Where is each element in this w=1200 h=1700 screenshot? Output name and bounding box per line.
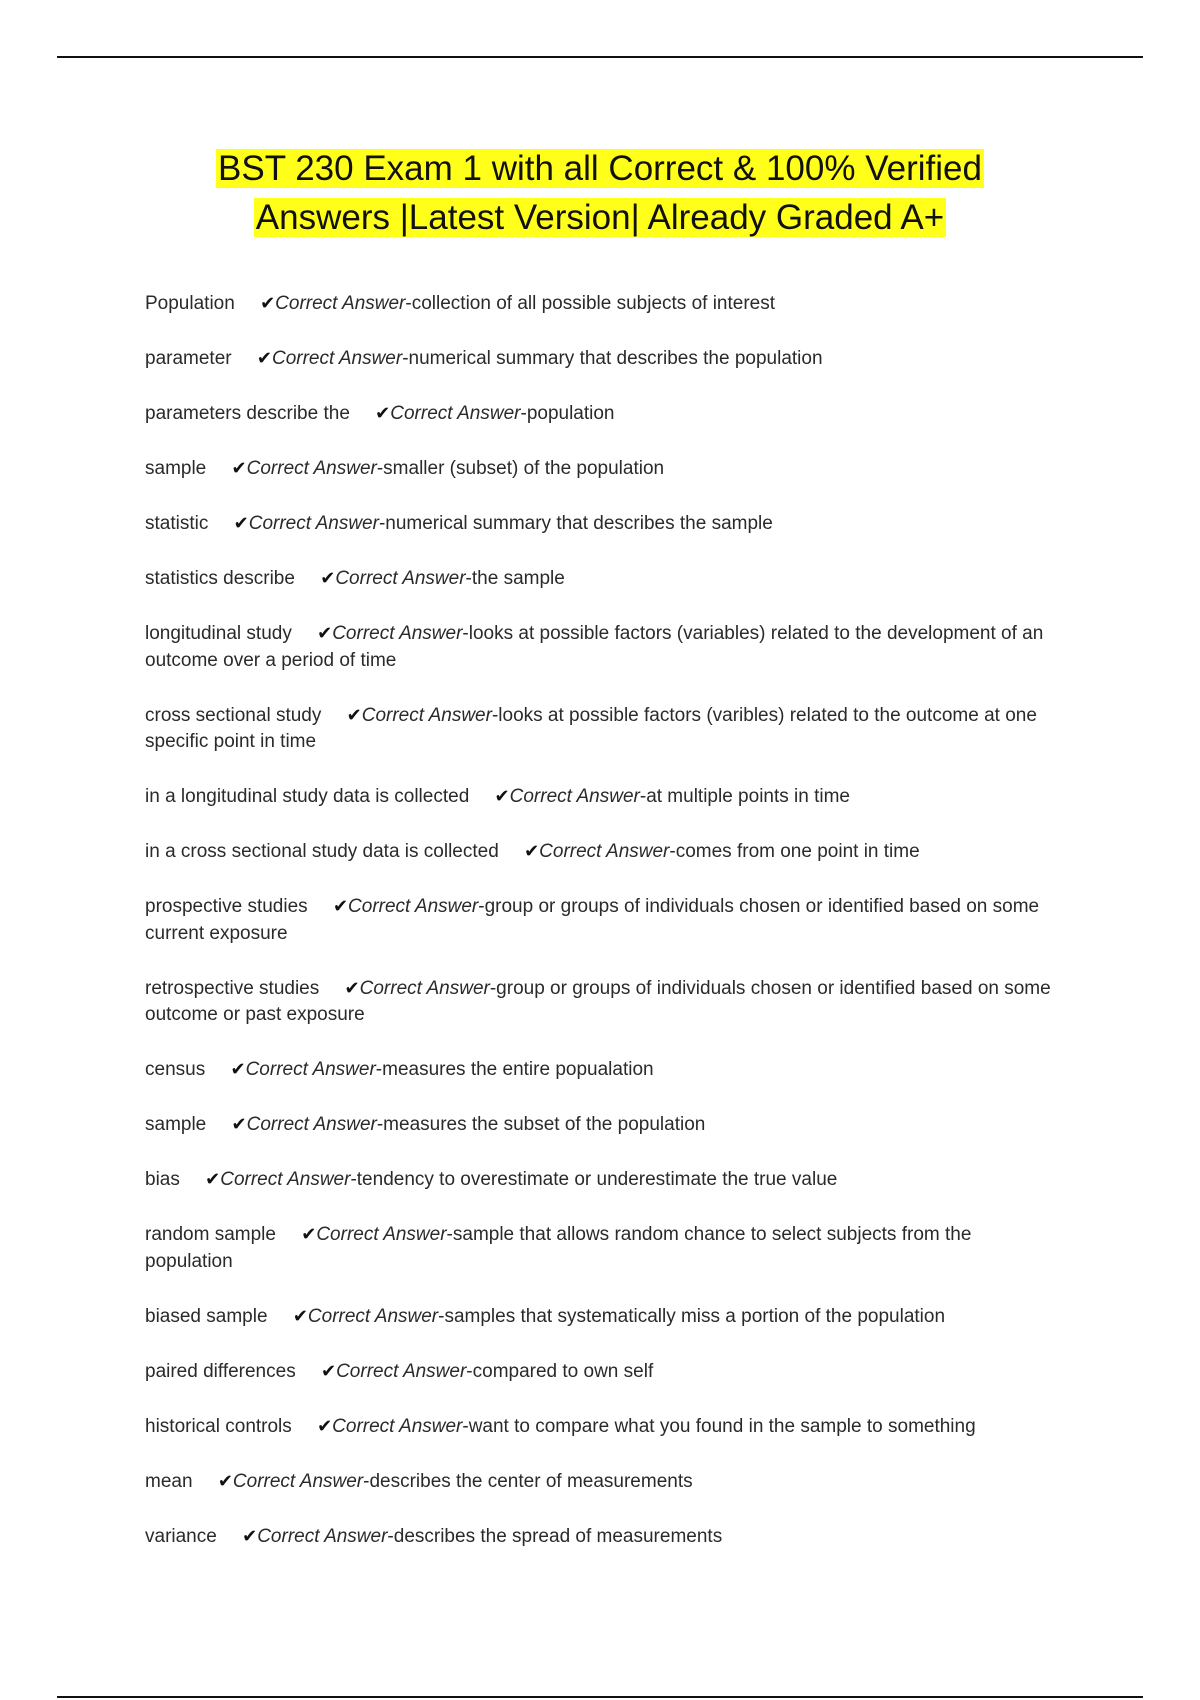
answer-separator: -	[478, 896, 485, 917]
answer-prefix: Correct Answer	[271, 348, 403, 369]
qa-term: mean	[145, 1470, 193, 1492]
qa-item	[145, 1468, 1057, 1496]
qa-answer: want to compare what you found in the sample to something	[468, 1415, 976, 1437]
answer-prefix: Correct Answer	[332, 1415, 463, 1437]
checkmark-icon: ✔	[346, 704, 362, 725]
checkmark-icon: ✔	[524, 841, 540, 861]
qa-item	[145, 1523, 1057, 1551]
checkmark-icon: ✔	[230, 1059, 246, 1079]
answer-separator: -	[639, 786, 647, 807]
answer-prefix: Correct Answer	[245, 1059, 376, 1080]
top-rule	[57, 56, 1143, 58]
answer-separator: -	[376, 1114, 384, 1135]
answer-prefix: Correct Answer	[509, 786, 640, 807]
qa-item	[145, 345, 1057, 373]
checkmark-icon: ✔	[301, 1224, 317, 1244]
qa-item	[145, 1166, 1057, 1194]
answer-separator: -	[462, 1415, 469, 1437]
answer-prefix: Correct Answer	[246, 1114, 377, 1135]
qa-answer: numerical summary that describes the population	[408, 348, 823, 369]
qa-item	[145, 975, 1057, 1029]
title-line-1: BST 230 Exam 1 with all Correct & 100% Verified	[218, 149, 982, 188]
answer-separator: -	[520, 403, 527, 424]
qa-answer: measures the subset of the population	[383, 1114, 706, 1135]
answer-separator: -	[465, 568, 472, 589]
qa-item	[145, 620, 1057, 674]
checkmark-icon: ✔	[344, 977, 360, 998]
qa-term: retrospective studies	[145, 977, 320, 999]
qa-answer: compared to own self	[472, 1360, 654, 1382]
answer-separator: -	[466, 1360, 473, 1382]
answer-prefix: Correct Answer	[232, 1470, 364, 1492]
checkmark-icon: ✔	[317, 623, 333, 643]
answer-separator: -	[462, 623, 469, 644]
answer-separator: -	[405, 293, 412, 314]
answer-separator: -	[669, 841, 676, 862]
qa-answer: group or groups of individuals chosen or identified based on some current exposure	[145, 896, 1040, 944]
checkmark-icon: ✔	[375, 403, 391, 423]
qa-item	[145, 1413, 1057, 1441]
answer-prefix: Correct Answer	[539, 841, 670, 862]
answer-separator: -	[350, 1169, 357, 1190]
qa-term: statistics describe	[145, 568, 295, 589]
checkmark-icon: ✔	[217, 1470, 233, 1491]
qa-list	[145, 290, 1057, 1578]
checkmark-icon: ✔	[317, 1415, 333, 1436]
qa-item	[145, 1358, 1057, 1386]
qa-term: bias	[145, 1169, 180, 1190]
checkmark-icon: ✔	[332, 896, 349, 916]
checkmark-icon: ✔	[231, 1114, 247, 1134]
qa-answer: population	[526, 403, 615, 424]
qa-item	[145, 893, 1057, 947]
checkmark-icon: ✔	[320, 1360, 337, 1381]
qa-item	[145, 702, 1057, 756]
qa-term: biased sample	[145, 1305, 268, 1327]
qa-term: parameters describe the	[145, 403, 350, 424]
qa-term: cross sectional study	[145, 704, 322, 726]
qa-answer: looks at possible factors (varibles) related to the outcome at one specific point in time	[145, 704, 1037, 752]
answer-prefix: Correct Answer	[332, 623, 463, 644]
qa-term: prospective studies	[145, 896, 308, 917]
qa-answer: group or groups of individuals chosen or identified based on some outcome or past exposure	[145, 977, 1051, 1025]
qa-item	[145, 1221, 1057, 1275]
qa-item	[145, 783, 1057, 811]
answer-separator: -	[363, 1470, 370, 1492]
answer-separator: -	[376, 458, 384, 479]
answer-separator: -	[387, 1525, 394, 1547]
checkmark-icon: ✔	[205, 1169, 221, 1189]
qa-term: sample	[145, 458, 207, 479]
answer-prefix: Correct Answer	[307, 1305, 439, 1327]
qa-term: sample	[145, 1114, 207, 1135]
answer-prefix: Correct Answer	[336, 1360, 467, 1382]
checkmark-icon: ✔	[231, 458, 247, 478]
checkmark-icon: ✔	[292, 1305, 308, 1326]
checkmark-icon: ✔	[494, 786, 510, 806]
qa-answer: numerical summary that describes the sample	[385, 513, 773, 534]
answer-prefix: Correct Answer	[348, 896, 479, 917]
qa-answer: collection of all possible subjects of interest	[411, 293, 776, 314]
qa-term: census	[145, 1059, 206, 1080]
answer-separator: -	[491, 704, 499, 726]
qa-answer: sample that allows random chance to select subjects from the population	[145, 1224, 972, 1272]
qa-item	[145, 290, 1057, 318]
answer-separator: -	[402, 348, 409, 369]
qa-answer: the sample	[471, 568, 565, 589]
qa-item	[145, 1056, 1057, 1084]
qa-item	[145, 510, 1057, 538]
answer-prefix: Correct Answer	[248, 513, 379, 534]
answer-prefix: Correct Answer	[316, 1224, 447, 1245]
bottom-rule	[57, 1696, 1143, 1698]
checkmark-icon: ✔	[320, 568, 336, 588]
qa-term: paired differences	[145, 1360, 296, 1382]
checkmark-icon: ✔	[260, 293, 276, 313]
qa-term: random sample	[145, 1224, 276, 1245]
qa-answer: describes the center of measurements	[369, 1470, 693, 1492]
qa-item	[145, 565, 1057, 593]
qa-item	[145, 455, 1057, 483]
answer-separator: -	[489, 977, 497, 999]
qa-answer: tendency to overestimate or underestimate the true value	[356, 1169, 838, 1190]
qa-item	[145, 400, 1057, 428]
answer-separator: -	[375, 1059, 383, 1080]
answer-prefix: Correct Answer	[359, 977, 490, 999]
answer-separator: -	[378, 513, 386, 534]
answer-prefix: Correct Answer	[220, 1169, 351, 1190]
qa-term: historical controls	[145, 1415, 292, 1437]
qa-answer: measures the entire popualation	[382, 1059, 654, 1080]
qa-answer: comes from one point in time	[675, 841, 920, 862]
answer-prefix: Correct Answer	[335, 568, 466, 589]
answer-separator: -	[438, 1305, 445, 1327]
qa-answer: at multiple points in time	[646, 786, 851, 807]
answer-prefix: Correct Answer	[257, 1525, 388, 1547]
qa-term: Population	[145, 293, 235, 314]
qa-term: variance	[145, 1525, 217, 1547]
answer-prefix: Correct Answer	[390, 403, 521, 424]
qa-item	[145, 1303, 1057, 1331]
qa-term: in a longitudinal study data is collected	[145, 786, 470, 807]
qa-answer: samples that systematically miss a portion of the population	[444, 1305, 946, 1327]
checkmark-icon: ✔	[242, 1525, 258, 1546]
page-title	[0, 144, 1200, 242]
answer-prefix: Correct Answer	[361, 704, 492, 726]
qa-item	[145, 1111, 1057, 1139]
qa-term: parameter	[145, 348, 232, 369]
answer-prefix: Correct Answer	[246, 458, 377, 479]
qa-answer: looks at possible factors (variables) related to the development of an outcome over a period of time	[145, 623, 1044, 671]
qa-answer: smaller (subset) of the population	[383, 458, 665, 479]
checkmark-icon: ✔	[233, 513, 249, 533]
qa-term: statistic	[145, 513, 209, 534]
qa-term: in a cross sectional study data is collected	[145, 841, 499, 862]
qa-answer: describes the spread of measurements	[393, 1525, 723, 1547]
qa-item	[145, 838, 1057, 866]
title-line-2: Answers |Latest Version| Already Graded A+	[255, 198, 945, 237]
checkmark-icon: ✔	[256, 348, 272, 368]
answer-prefix: Correct Answer	[275, 293, 406, 314]
qa-term: longitudinal study	[145, 623, 292, 644]
answer-separator: -	[446, 1224, 453, 1245]
